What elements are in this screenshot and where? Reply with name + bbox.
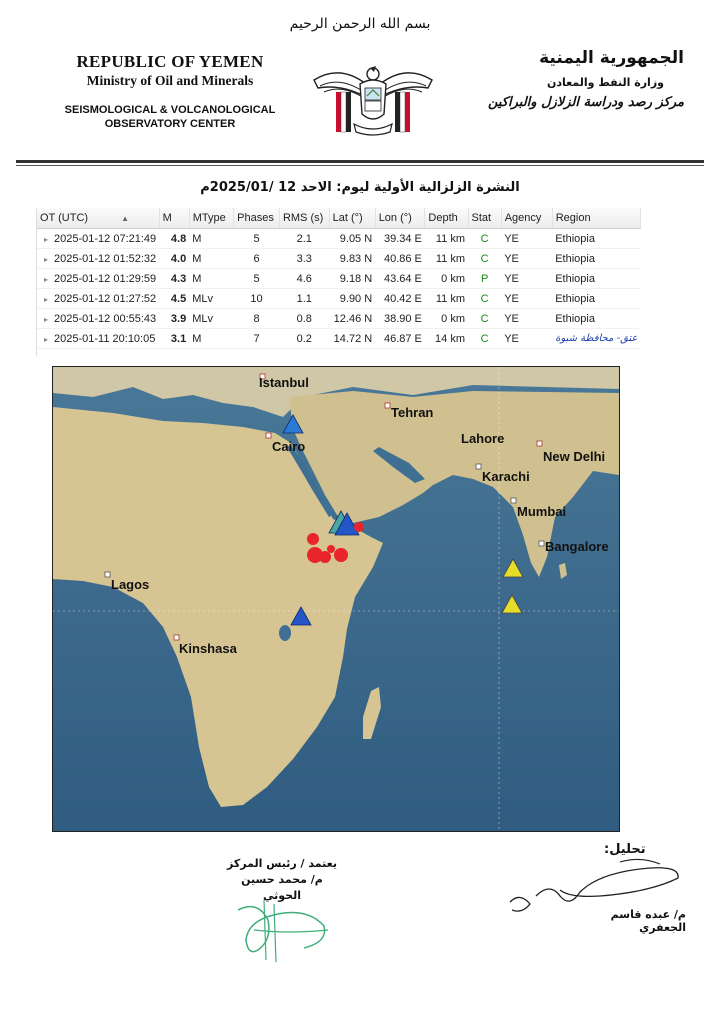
cell-mtype: M (189, 249, 233, 269)
event-marker[interactable] (327, 545, 335, 553)
cell-stat: C (468, 309, 501, 329)
event-marker[interactable] (334, 548, 348, 562)
cell-depth: 11 km (425, 229, 468, 249)
cell-rms: 2.1 (279, 229, 329, 249)
col-stat[interactable]: Stat (468, 208, 501, 229)
cell-m: 3.9 (159, 309, 189, 329)
events-table (37, 208, 641, 349)
cell-depth: 11 km (425, 289, 468, 309)
cell-mtype: M (189, 329, 233, 349)
cell-rms: 3.3 (279, 249, 329, 269)
cell-stat: C (468, 329, 501, 349)
cell-lat: 14.72 N (329, 329, 375, 349)
svg-text:Cairo: Cairo (272, 439, 306, 454)
svg-text:Tehran: Tehran (391, 405, 434, 420)
cell-phases: 8 (234, 309, 280, 329)
svg-text:Istanbul: Istanbul (259, 375, 309, 390)
cell-lon: 40.86 E (375, 249, 425, 269)
col-lat[interactable]: Lat (°) (329, 208, 375, 229)
cell-lat: 12.46 N (329, 309, 375, 329)
cell-lon: 39.34 E (375, 229, 425, 249)
event-marker[interactable] (319, 551, 331, 563)
origin-time: 2025-01-12 01:52:32 (54, 252, 157, 265)
header-rule (16, 160, 704, 163)
cell-lon: 38.90 E (375, 309, 425, 329)
cell-ot (37, 329, 159, 349)
cell-phases: 6 (234, 249, 280, 269)
approval-title: يعتمد / رئيس المركز (227, 857, 337, 870)
expand-row-icon[interactable]: ▸ (44, 254, 49, 264)
cell-m: 3.1 (159, 329, 189, 349)
expand-row-icon[interactable]: ▸ (44, 294, 49, 304)
cell-phases: 10 (234, 289, 280, 309)
expand-row-icon[interactable]: ▸ (44, 314, 49, 324)
event-marker[interactable] (307, 533, 319, 545)
table-header-row (37, 208, 641, 229)
svg-text:Kinshasa: Kinshasa (179, 641, 237, 656)
cell-agency: YE (501, 329, 552, 349)
cell-ot (37, 249, 159, 269)
cell-depth: 14 km (425, 329, 468, 349)
cell-phases: 7 (234, 329, 280, 349)
approval-name: م/ محمد حسين الحوثي (241, 873, 323, 902)
cell-depth: 11 km (425, 249, 468, 269)
cell-m: 4.8 (159, 229, 189, 249)
col-phases[interactable]: Phases (234, 208, 280, 229)
cell-mtype: M (189, 269, 233, 289)
col-mtype[interactable]: MType (189, 208, 233, 229)
svg-text:Lahore: Lahore (461, 431, 505, 446)
header-rule-thin (16, 165, 704, 166)
table-row[interactable] (37, 229, 641, 249)
cell-stat: C (468, 289, 501, 309)
city-istanbul (259, 374, 309, 390)
event-marker[interactable] (354, 522, 364, 532)
origin-time: 2025-01-11 20:10:05 (54, 332, 156, 345)
svg-text:Mumbai: Mumbai (517, 504, 567, 519)
origin-time: 2025-01-12 07:21:49 (54, 232, 157, 245)
director-signature-icon (228, 890, 338, 970)
table-row[interactable] (37, 269, 641, 289)
svg-text:Lagos: Lagos (111, 577, 150, 592)
city-lahore (461, 431, 504, 446)
cell-rms: 0.2 (279, 329, 329, 349)
cell-mtype: MLv (189, 289, 233, 309)
cell-ot (37, 269, 159, 289)
english-center-line1: SEISMOLOGICAL & VOLCANOLOGICAL (64, 104, 276, 116)
cell-agency: YE (501, 249, 552, 269)
cell-lon: 46.87 E (375, 329, 425, 349)
cell-region: Ethiopia (552, 289, 640, 309)
col-ot[interactable]: OT (UTC) ▲ (37, 208, 159, 229)
origin-time: 2025-01-12 01:29:59 (54, 272, 157, 285)
cell-lon: 43.64 E (375, 269, 425, 289)
city-bangalore (539, 539, 609, 554)
city-tehran (385, 403, 433, 420)
cell-depth: 0 km (425, 309, 468, 329)
cell-m: 4.0 (159, 249, 189, 269)
cell-agency: YE (501, 229, 552, 249)
cell-stat: P (468, 269, 501, 289)
cell-phases: 5 (234, 229, 280, 249)
cell-m: 4.3 (159, 269, 189, 289)
expand-row-icon[interactable]: ▸ (44, 274, 49, 284)
cell-lon: 40.42 E (375, 289, 425, 309)
cell-rms: 1.1 (279, 289, 329, 309)
origin-time: 2025-01-12 00:55:43 (54, 312, 157, 325)
cell-region: Ethiopia (552, 229, 640, 249)
svg-text:Karachi: Karachi (482, 469, 530, 484)
expand-row-icon[interactable]: ▸ (44, 234, 49, 244)
cell-phases: 5 (234, 269, 280, 289)
arabic-header (444, 48, 684, 110)
cell-agency: YE (501, 309, 552, 329)
col-lon[interactable]: Lon (°) (375, 208, 425, 229)
cell-agency: YE (501, 269, 552, 289)
cell-region: Ethiopia (552, 309, 640, 329)
cell-ot (37, 289, 159, 309)
origin-time: 2025-01-12 01:27:52 (54, 292, 157, 305)
lake-victoria (279, 625, 291, 641)
arabic-title: الجمهورية اليمنية (539, 48, 684, 68)
cell-region: Ethiopia (552, 249, 640, 269)
arabic-ministry: وزارة النفط والمعادن (547, 76, 664, 89)
events-table-panel (36, 208, 641, 356)
bulletin-title: النشرة الزلزالية الأولية ليوم: الاحد 12 /2025/01م (200, 180, 520, 195)
table-row[interactable] (37, 289, 641, 309)
col-depth[interactable]: Depth (425, 208, 468, 229)
cell-ot (37, 309, 159, 329)
cell-ot (37, 229, 159, 249)
english-header (40, 52, 300, 131)
basmala: بسم الله الرحمن الرحيم (289, 16, 431, 32)
cell-lat: 9.18 N (329, 269, 375, 289)
col-agency[interactable]: Agency (501, 208, 552, 229)
analyst-name: م/ عبده قاسم الجعفري (610, 908, 686, 934)
cell-lat: 9.90 N (329, 289, 375, 309)
cell-rms: 0.8 (279, 309, 329, 329)
arabic-center-name: مركز رصد ودراسة الزلازل والبراكين (487, 95, 684, 110)
cell-lat: 9.83 N (329, 249, 375, 269)
cell-region: عتق- محافظة شبوة (552, 329, 640, 349)
english-center-line2: OBSERVATORY CENTER (104, 118, 236, 130)
cell-mtype: MLv (189, 309, 233, 329)
sort-up-icon: ▲ (121, 214, 130, 223)
cell-rms: 4.6 (279, 269, 329, 289)
english-ministry: Ministry of Oil and Minerals (86, 73, 254, 88)
cell-stat: C (468, 229, 501, 249)
svg-text:Bangalore: Bangalore (545, 539, 609, 554)
cell-m: 4.5 (159, 289, 189, 309)
cell-lat: 9.05 N (329, 229, 375, 249)
cell-depth: 0 km (425, 269, 468, 289)
english-center-name (40, 103, 300, 131)
yemen-eagle-emblem-icon (310, 62, 436, 138)
table-row[interactable] (37, 309, 641, 329)
col-rms[interactable]: RMS (s) (279, 208, 329, 229)
table-row[interactable] (37, 329, 641, 349)
cell-mtype: M (189, 229, 233, 249)
expand-row-icon[interactable]: ▸ (44, 334, 49, 344)
col-m[interactable]: M (159, 208, 189, 229)
cell-region: Ethiopia (552, 269, 640, 289)
analysis-label: تحليل: (604, 842, 646, 857)
cell-agency: YE (501, 289, 552, 309)
cell-stat: C (468, 249, 501, 269)
table-row[interactable] (37, 249, 641, 269)
english-title: REPUBLIC OF YEMEN (76, 52, 264, 71)
svg-text:New Delhi: New Delhi (543, 449, 606, 464)
col-region[interactable]: Region (552, 208, 640, 229)
seismicity-map (52, 366, 620, 832)
